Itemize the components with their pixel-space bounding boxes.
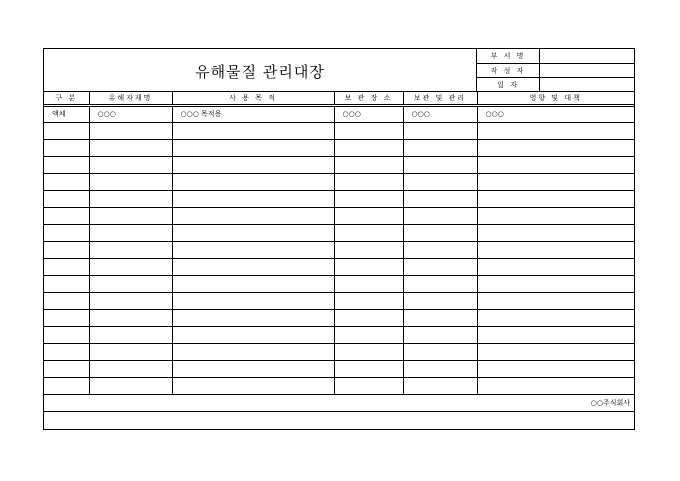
cell-material-name[interactable] [89,207,172,224]
cell-impact-countermeasure[interactable]: ○○○ [477,105,634,122]
table-row [44,343,634,360]
cell-storage-location[interactable] [334,258,403,275]
col-header-material-name: 유해자재명 [89,92,172,105]
table-row [44,207,634,224]
sign-label-date: 일 자 [477,78,540,91]
cell-storage-management[interactable]: ○○○ [403,105,477,122]
cell-impact-countermeasure[interactable] [477,343,634,360]
cell-category[interactable] [44,292,89,309]
table-row [44,275,634,292]
cell-material-name[interactable] [89,258,172,275]
cell-material-name[interactable] [89,224,172,241]
ledger-table [44,92,634,412]
table-row [44,258,634,275]
cell-impact-countermeasure[interactable] [477,258,634,275]
cell-storage-management[interactable] [403,156,477,173]
cell-storage-management[interactable] [403,275,477,292]
cell-impact-countermeasure[interactable] [477,360,634,377]
table-row [44,224,634,241]
cell-purpose[interactable] [172,377,334,394]
cell-purpose[interactable] [172,326,334,343]
cell-storage-management[interactable] [403,309,477,326]
cell-purpose[interactable] [172,360,334,377]
cell-storage-location[interactable] [334,173,403,190]
cell-storage-location[interactable] [334,122,403,139]
col-header-storage-management: 보관 및 관리 [403,92,477,105]
cell-storage-management[interactable] [403,360,477,377]
cell-storage-location[interactable] [334,241,403,258]
cell-material-name[interactable] [89,360,172,377]
cell-purpose[interactable] [172,156,334,173]
cell-category[interactable] [44,258,89,275]
table-row [44,309,634,326]
cell-category[interactable] [44,360,89,377]
cell-category[interactable] [44,326,89,343]
table-row [44,377,634,394]
cell-purpose[interactable] [172,292,334,309]
cell-material-name[interactable] [89,343,172,360]
cell-material-name[interactable] [89,377,172,394]
cell-storage-management[interactable] [403,122,477,139]
cell-material-name[interactable] [89,292,172,309]
cell-impact-countermeasure[interactable] [477,156,634,173]
cell-purpose[interactable] [172,309,334,326]
cell-storage-management[interactable] [403,173,477,190]
cell-storage-location[interactable] [334,139,403,156]
cell-category[interactable] [44,122,89,139]
cell-material-name[interactable] [89,190,172,207]
table-row [44,122,634,139]
col-header-purpose: 사 용 목 적 [172,92,334,105]
cell-storage-management[interactable] [403,377,477,394]
cell-purpose[interactable] [172,122,334,139]
table-row [44,326,634,343]
cell-category[interactable] [44,241,89,258]
cell-storage-location[interactable] [334,326,403,343]
cell-storage-management[interactable] [403,343,477,360]
cell-storage-management[interactable] [403,326,477,343]
page-title: 유해물질 관리대장 [195,62,325,81]
table-row [44,241,634,258]
date-field[interactable] [540,78,635,91]
cell-purpose[interactable] [172,258,334,275]
cell-material-name[interactable]: ○○○ [89,105,172,122]
sign-row-department [477,49,635,63]
sign-label-author: 작 성 자 [477,64,540,77]
cell-category[interactable] [44,190,89,207]
cell-storage-management[interactable] [403,139,477,156]
cell-storage-management[interactable] [403,224,477,241]
cell-storage-location[interactable]: ○○○ [334,105,403,122]
cell-impact-countermeasure[interactable] [477,326,634,343]
cell-purpose[interactable] [172,190,334,207]
cell-purpose[interactable] [172,275,334,292]
cell-storage-location[interactable] [334,360,403,377]
cell-category[interactable] [44,275,89,292]
cell-impact-countermeasure[interactable] [477,122,634,139]
cell-storage-management[interactable] [403,292,477,309]
cell-storage-location[interactable] [334,343,403,360]
cell-material-name[interactable] [89,122,172,139]
cell-purpose[interactable] [172,173,334,190]
cell-impact-countermeasure[interactable] [477,224,634,241]
hazardous-material-ledger [43,48,635,430]
cell-category[interactable] [44,309,89,326]
sign-label-department: 부 서 명 [477,49,540,63]
cell-storage-management[interactable] [403,258,477,275]
cell-material-name[interactable] [89,241,172,258]
table-row [44,292,634,309]
cell-category[interactable] [44,173,89,190]
cell-impact-countermeasure[interactable] [477,173,634,190]
sign-row-author [477,63,635,77]
table-row [44,156,634,173]
cell-category[interactable] [44,343,89,360]
cell-purpose[interactable] [172,343,334,360]
cell-material-name[interactable] [89,309,172,326]
table-row [44,190,634,207]
cell-storage-management[interactable] [403,207,477,224]
cell-material-name[interactable] [89,326,172,343]
cell-material-name[interactable] [89,156,172,173]
cell-storage-location[interactable] [334,207,403,224]
cell-storage-location[interactable] [334,156,403,173]
cell-material-name[interactable] [89,275,172,292]
cell-category[interactable] [44,139,89,156]
cell-storage-location[interactable] [334,309,403,326]
cell-storage-management[interactable] [403,241,477,258]
company-name: ○○주식회사 [44,394,634,411]
cell-purpose[interactable] [172,139,334,156]
sign-row-date [477,77,635,91]
title-cell [44,49,476,91]
cell-storage-location[interactable] [334,275,403,292]
cell-storage-location[interactable] [334,224,403,241]
table-row [44,360,634,377]
cell-material-name[interactable] [89,173,172,190]
cell-purpose[interactable] [172,207,334,224]
cell-impact-countermeasure[interactable] [477,139,634,156]
cell-category[interactable]: 액체 [44,105,89,122]
cell-impact-countermeasure[interactable] [477,207,634,224]
author-field[interactable] [540,64,635,77]
cell-storage-location[interactable] [334,190,403,207]
footer-row [44,394,634,411]
table-header-row [44,92,634,105]
cell-storage-location[interactable] [334,377,403,394]
col-header-storage-location: 보 관 장 소 [334,92,403,105]
table-row [44,105,634,122]
cell-category[interactable] [44,377,89,394]
cell-impact-countermeasure[interactable] [477,190,634,207]
cell-impact-countermeasure[interactable] [477,309,634,326]
cell-impact-countermeasure[interactable] [477,275,634,292]
approval-box [476,49,635,91]
cell-impact-countermeasure[interactable] [477,241,634,258]
col-header-impact-countermeasure: 영향 및 대책 [477,92,634,105]
cell-purpose[interactable] [172,241,334,258]
cell-material-name[interactable] [89,139,172,156]
col-header-category: 구 분 [44,92,89,105]
cell-purpose[interactable] [172,224,334,241]
cell-storage-location[interactable] [334,292,403,309]
table-row [44,139,634,156]
cell-purpose[interactable]: ○○○ 목적용 [172,105,334,122]
cell-category[interactable] [44,207,89,224]
cell-category[interactable] [44,224,89,241]
cell-impact-countermeasure[interactable] [477,377,634,394]
table-row [44,173,634,190]
cell-storage-management[interactable] [403,190,477,207]
cell-category[interactable] [44,156,89,173]
department-field[interactable] [540,49,635,63]
cell-impact-countermeasure[interactable] [477,292,634,309]
